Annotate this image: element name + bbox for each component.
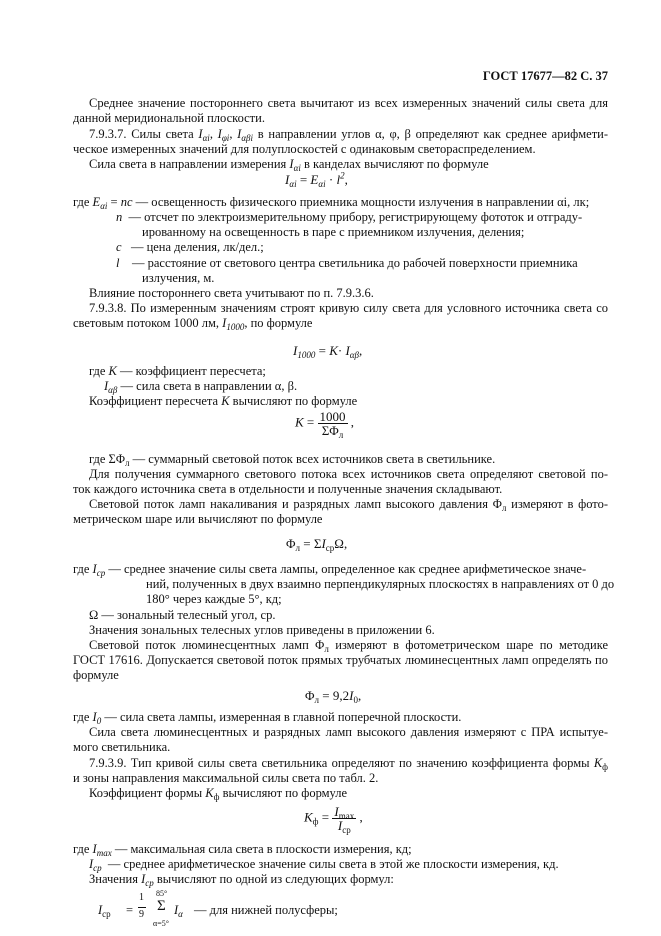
formula-phi-92: $\Phi_л = 9,2I_0$, (305, 688, 362, 705)
text-line: Сила света в направлении измерения $I_{\alpha i}$ в канделах вычисляют по формуле (89, 157, 489, 173)
text-line: $I_{ср}$ — среднее арифметическое значение силы света в этой же плоскости измерения, кд. (89, 857, 559, 873)
text-line: Для получения суммарного светового потока всех источников света определяют световой по- (89, 467, 608, 481)
text-line: где $I_{max}$ — максимальная сила света в плоскости измерения, кд; (73, 842, 412, 858)
text-line: Влияние постороннего света учитывают по п. 7.9.3.6. (89, 286, 374, 300)
text-line: данной меридиональной плоскости. (73, 111, 265, 125)
text-line: Значения $I_{ср}$ вычисляют по одной из следующих формул: (89, 872, 394, 888)
text-line: где $I_0$ — сила света лампы, измеренная в главной поперечной плоскости. (73, 710, 462, 726)
text-line: где $E_{\alpha i}$ = nc — освещенность физического приемника мощности излучения в направлении αi, лк; (73, 195, 590, 211)
text-line: Значения зональных телесных углов приведены в приложении 6. (89, 623, 435, 637)
text-line: Сила света люминесцентных и разрядных ламп высокого давления измеряют с ПРА испытуе- (89, 725, 608, 739)
formula-phi-sum: $\Phi_л = \Sigma I_{ср}\Omega$, (286, 536, 348, 553)
text-line: Коэффициент пересчета K вычисляют по формуле (89, 394, 358, 408)
text-line: $I_{\alpha\beta}$ — сила света в направлении α, β. (104, 379, 298, 395)
text-line: Коэффициент формы $K_ф$ вычисляют по формуле (89, 786, 348, 802)
text-line: где $I_{ср}$ — среднее значение силы света лампы, определенное как среднее арифметическое значе- (73, 562, 587, 578)
text-line: l — расстояние от светового центра светильника до рабочей поверхности приемника (116, 256, 578, 270)
text-line: формуле (73, 668, 119, 682)
text-line: мого светильника. (73, 740, 171, 754)
text-line: 7.9.3.9. Тип кривой силы света светильника определяют по значению коэффициента формы $K_ф$ (89, 756, 609, 772)
text-line: 180° через каждые 5°, кд; (146, 592, 282, 606)
formula-k: K = $\frac{1000}{\Sigma\Phi_л}$ , (295, 409, 355, 440)
text-line: метрическом шаре или вычисляют по формуле (73, 512, 323, 526)
text-line: ний, полученных в двух взаимно перпендикулярных плоскостях в направлениях от 0 до (146, 577, 615, 591)
text-line: c — цена деления, лк/дел.; (116, 240, 264, 254)
text-line: Световой поток люминесцентных ламп $\Phi_л$ измеряют в фотометрическом шаре по методике (89, 638, 609, 654)
text-line: и зоны направления максимальной силы света по табл. 2. (73, 771, 379, 785)
text-line: Среднее значение постороннего света вычитают из всех измеренных значений силы света для (89, 96, 608, 110)
text-line: световым потоком 1000 лм, $I_{1000}$, по формуле (73, 316, 313, 332)
text-line: ток каждого источника света в отдельности и полученные значения складывают. (73, 482, 503, 496)
formula-i-e-l2: $I_{\alpha i} = E_{\alpha i} \cdot l^2$, (285, 170, 348, 189)
text-line: n — отсчет по электроизмерительному прибору, регистрирующему фототок и отграду- (116, 210, 583, 224)
text-line: где $\Sigma\Phi_л$ — суммарный световой поток всех источников света в светильнике. (89, 452, 496, 468)
text-line: 7.9.3.7. Силы света $I_{\alpha i}$, $I_{\varphi i}$, $I_{\alpha\beta i}$ в направлении углов α, φ, β определяют как среднее арифмети- (89, 127, 609, 143)
text-line: где K — коэффициент пересчета; (89, 364, 266, 378)
formula-icp-sum: $I_{ср}$ = 1 9 85° Σ α=5° $I_\alpha$ — для нижней полусферы; (98, 889, 338, 928)
formula-i1000: $I_{1000} = K\cdot I_{\alpha\beta}$, (293, 343, 363, 360)
text-line: 7.9.3.8. По измеренным значениям строят кривую силу света для условного источника света со (89, 301, 608, 315)
text-line: ГОСТ 17616. Допускается световой поток прямых трубчатых люминесцентных ламп определять по (73, 653, 608, 667)
text-line: излучения, м. (142, 271, 215, 285)
text-line: Ω — зональный телесный угол, ср. (89, 608, 276, 622)
text-line: Световой поток ламп накаливания и разрядных ламп высокого давления $\Phi_л$ измеряют в фото- (89, 497, 609, 513)
formula-kf: $K_ф$ = $\frac{I_{max}}{I_{ср}}$ , (304, 804, 363, 835)
text-line: ированному на освещенность в паре с приемником излучения, деления; (142, 225, 525, 239)
page-header: ГОСТ 17677—82 С. 37 (482, 69, 608, 83)
text-line: ческое измеренных значений для полуплоскостей с одинаковым светораспределением. (73, 142, 536, 156)
